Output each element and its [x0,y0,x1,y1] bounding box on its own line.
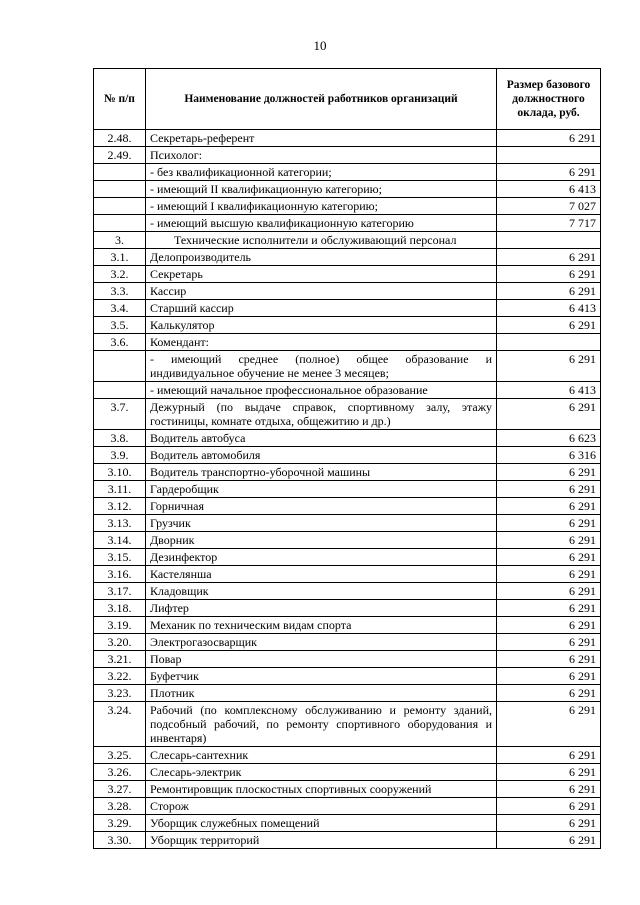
table-row [94,215,601,232]
position-name: Водитель транспортно-уборочной машины [146,464,497,481]
row-number: 3.30. [94,832,146,849]
base-salary: 6 291 [497,549,601,566]
table-row [94,249,601,266]
table-row [94,382,601,399]
base-salary: 6 291 [497,634,601,651]
page-number: 10 [313,38,327,53]
base-salary: 6 291 [497,481,601,498]
row-number: 3.21. [94,651,146,668]
base-salary: 6 291 [497,266,601,283]
row-number: 3.10. [94,464,146,481]
row-number [94,164,146,181]
position-name: Кастелянша [146,566,497,583]
row-number: 3.7. [94,399,146,430]
table-row [94,498,601,515]
table-row [94,399,601,430]
table-row [94,781,601,798]
table-row [94,685,601,702]
row-number: 3.14. [94,532,146,549]
base-salary: 6 316 [497,447,601,464]
base-salary: 6 291 [497,399,601,430]
row-number: 2.49. [94,147,146,164]
base-salary: 6 291 [497,702,601,747]
row-number: 3.6. [94,334,146,351]
base-salary: 6 291 [497,832,601,849]
position-name: Уборщик территорий [146,832,497,849]
table-row [94,583,601,600]
base-salary: 6 291 [497,283,601,300]
position-name: Кладовщик [146,583,497,600]
table-row [94,147,601,164]
table-row [94,130,601,147]
row-number: 3.28. [94,798,146,815]
position-name: Плотник [146,685,497,702]
position-name: Грузчик [146,515,497,532]
header-number: № п/п [94,69,146,130]
base-salary: 6 291 [497,685,601,702]
row-number: 3.26. [94,764,146,781]
position-name: Дворник [146,532,497,549]
base-salary: 6 291 [497,515,601,532]
row-number: 3.3. [94,283,146,300]
table-row [94,832,601,849]
base-salary [497,334,601,351]
base-salary: 6 291 [497,764,601,781]
row-number: 3.23. [94,685,146,702]
row-number: 2.48. [94,130,146,147]
row-number: 3.11. [94,481,146,498]
base-salary: 6 291 [497,317,601,334]
position-name: - имеющий начальное профессиональное образование [146,382,497,399]
row-number: 3.25. [94,747,146,764]
table-row [94,232,601,249]
row-number [94,382,146,399]
position-name: Водитель автобуса [146,430,497,447]
position-name: Рабочий (по комплексному обслуживанию и ремонту зданий, подсобный рабочий, по ремонту спортивного оборудования и инвентаря) [146,702,497,747]
row-number: 3.20. [94,634,146,651]
table-row [94,266,601,283]
table-row [94,283,601,300]
header-salary: Размер базового должностного оклада, руб. [497,69,601,130]
base-salary: 6 291 [497,600,601,617]
position-name: Повар [146,651,497,668]
base-salary: 6 291 [497,617,601,634]
base-salary: 6 291 [497,566,601,583]
position-name: - без квалификационной категории; [146,164,497,181]
position-name: - имеющий высшую квалификационную категорию [146,215,497,232]
position-name: Горничная [146,498,497,515]
base-salary: 6 291 [497,668,601,685]
table-row [94,515,601,532]
base-salary: 6 291 [497,798,601,815]
row-number [94,181,146,198]
header-position-name: Наименование должностей работников организаций [146,69,497,130]
row-number: 3.16. [94,566,146,583]
table-row [94,815,601,832]
position-name: Ремонтировщик плоскостных спортивных сооружений [146,781,497,798]
base-salary: 7 027 [497,198,601,215]
table-row [94,668,601,685]
table-row [94,747,601,764]
base-salary: 6 291 [497,532,601,549]
base-salary: 6 413 [497,181,601,198]
table-row [94,317,601,334]
row-number: 3.24. [94,702,146,747]
row-number: 3.18. [94,600,146,617]
row-number: 3.19. [94,617,146,634]
row-number: 3.29. [94,815,146,832]
base-salary: 6 291 [497,747,601,764]
salary-table [93,68,601,849]
row-number: 3.8. [94,430,146,447]
table-row [94,532,601,549]
table-row [94,164,601,181]
position-name: Уборщик служебных помещений [146,815,497,832]
base-salary: 6 291 [497,651,601,668]
position-name: - имеющий I квалификационную категорию; [146,198,497,215]
base-salary: 6 291 [497,498,601,515]
table-row [94,300,601,317]
row-number: 3.1. [94,249,146,266]
table-row [94,198,601,215]
row-number: 3.5. [94,317,146,334]
table-body [94,130,601,849]
position-name: Старший кассир [146,300,497,317]
position-name: Секретарь [146,266,497,283]
row-number [94,215,146,232]
base-salary: 6 623 [497,430,601,447]
table-row [94,566,601,583]
table-row [94,764,601,781]
base-salary: 6 413 [497,300,601,317]
row-number [94,351,146,382]
position-name: Дежурный (по выдаче справок, спортивному залу, этажу гостиницы, комнате отдыха, общежитию и др.) [146,399,497,430]
position-name: Психолог: [146,147,497,164]
base-salary: 6 291 [497,249,601,266]
row-number: 3.22. [94,668,146,685]
base-salary: 7 717 [497,215,601,232]
position-name: Буфетчик [146,668,497,685]
table-row [94,181,601,198]
position-name: - имеющий среднее (полное) общее образование и индивидуальное обучение не менее 3 месяцев; [146,351,497,382]
table-row [94,798,601,815]
row-number: 3.13. [94,515,146,532]
base-salary: 6 291 [497,464,601,481]
row-number: 3. [94,232,146,249]
position-name: Слесарь-сантехник [146,747,497,764]
row-number: 3.9. [94,447,146,464]
row-number: 3.12. [94,498,146,515]
table-row [94,600,601,617]
position-name: Механик по техническим видам спорта [146,617,497,634]
table-row [94,481,601,498]
table-row [94,447,601,464]
base-salary: 6 291 [497,164,601,181]
table-row [94,617,601,634]
position-name: Кассир [146,283,497,300]
table-row [94,634,601,651]
position-name: Дезинфектор [146,549,497,566]
base-salary: 6 291 [497,781,601,798]
table-row [94,351,601,382]
position-name: Лифтер [146,600,497,617]
position-name: Электрогазосварщик [146,634,497,651]
row-number [94,198,146,215]
table-row [94,430,601,447]
position-name: Слесарь-электрик [146,764,497,781]
base-salary: 6 291 [497,815,601,832]
table-row [94,334,601,351]
base-salary: 6 291 [497,130,601,147]
table-row [94,651,601,668]
base-salary: 6 291 [497,583,601,600]
row-number: 3.4. [94,300,146,317]
base-salary: 6 413 [497,382,601,399]
table-row [94,702,601,747]
row-number: 3.17. [94,583,146,600]
base-salary [497,147,601,164]
position-name: Секретарь-референт [146,130,497,147]
row-number: 3.2. [94,266,146,283]
base-salary [497,232,601,249]
position-name: Технические исполнители и обслуживающий персонал [146,232,497,249]
table-header-row [94,69,601,130]
position-name: Сторож [146,798,497,815]
position-name: Гардеробщик [146,481,497,498]
position-name: - имеющий II квалификационную категорию; [146,181,497,198]
position-name: Делопроизводитель [146,249,497,266]
row-number: 3.15. [94,549,146,566]
position-name: Комендант: [146,334,497,351]
position-name: Калькулятор [146,317,497,334]
base-salary: 6 291 [497,351,601,382]
table-row [94,549,601,566]
position-name: Водитель автомобиля [146,447,497,464]
row-number: 3.27. [94,781,146,798]
table-row [94,464,601,481]
